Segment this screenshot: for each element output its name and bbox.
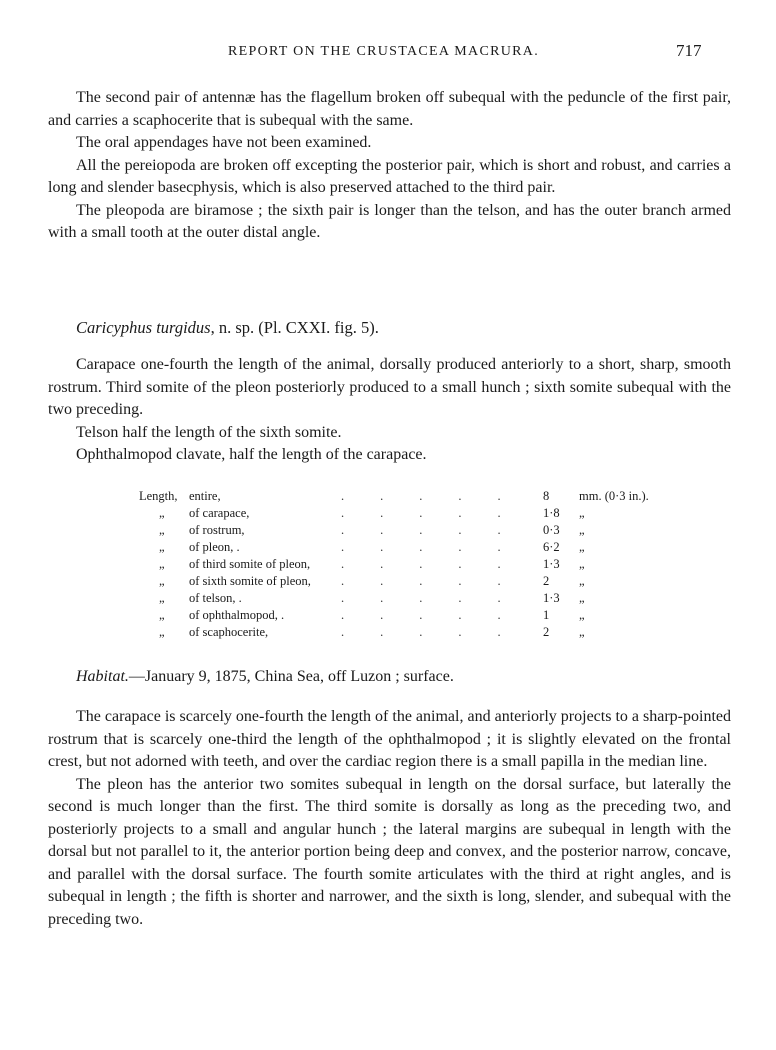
paragraph: Carapace one-fourth the length of the animal, dorsally produced anteriorly to a short, sharp, smooth rostrum. Third somite of the pleon posteriorly produced to a small hunch ; sixth somite subequal with the two preceding. — [48, 356, 731, 418]
habitat-text: —January 9, 1875, China Sea, off Luzon ; surface. — [128, 668, 454, 685]
page-header — [0, 41, 776, 66]
measurement-unit: „ — [579, 625, 585, 639]
leader-dots: ..... — [341, 523, 537, 537]
measurement-label: „ — [159, 557, 165, 571]
intro-section — [48, 87, 731, 245]
page-number: 717 — [676, 41, 702, 60]
measurement-item: of telson, . — [189, 591, 242, 605]
measurement-unit: „ — [579, 608, 585, 622]
measurement-label: „ — [159, 540, 165, 554]
paragraph: The carapace is scarcely one-fourth the length of the animal, and anteriorly projects to a sharp-pointed rostrum that is scarcely one-third the length of the ophthalmopod ; it is slightly elevated on the frontal crest, but not adorned with teeth, and over the cardiac region there is a small papilla in the median line. — [48, 708, 731, 770]
species-note: , n. sp. (Pl. CXXI. fig. 5). — [210, 318, 379, 337]
measurement-item: entire, — [189, 489, 221, 503]
measurement-value: 6·2 — [543, 540, 560, 554]
measurement-value: 2 — [543, 574, 550, 588]
measurement-item: of pleon, . — [189, 540, 240, 554]
measurement-unit: „ — [579, 557, 585, 571]
measurement-label: „ — [159, 523, 165, 537]
diagnosis-section — [48, 354, 731, 467]
paragraph: Ophthalmopod clavate, half the length of the carapace. — [76, 446, 427, 463]
measurement-value: 8 — [543, 489, 550, 503]
measurement-unit: mm. (0·3 in.). — [579, 489, 649, 503]
species-heading — [76, 318, 379, 338]
measurement-label: „ — [159, 625, 165, 639]
paragraph: The oral appendages have not been examined. — [76, 134, 372, 151]
leader-dots: ..... — [341, 506, 537, 520]
measurement-label: „ — [159, 506, 165, 520]
description-section — [48, 706, 731, 931]
paragraph: The pleopoda are biramose ; the sixth pair is longer than the telson, and has the outer branch armed with a small tooth at the outer distal angle. — [48, 201, 731, 241]
measurement-row — [139, 505, 649, 522]
habitat-line — [76, 668, 454, 686]
measurement-unit: „ — [579, 523, 585, 537]
leader-dots: ..... — [341, 574, 537, 588]
measurement-unit: „ — [579, 591, 585, 605]
measurement-row — [139, 522, 649, 539]
leader-dots: ..... — [341, 540, 537, 554]
measurement-label: „ — [159, 574, 165, 588]
measurement-value: 2 — [543, 625, 550, 639]
measurement-label: „ — [159, 591, 165, 605]
measurement-label: Length, — [139, 489, 178, 503]
measurement-item: of scaphocerite, — [189, 625, 269, 639]
leader-dots: ..... — [341, 625, 537, 639]
measurement-value: 1·3 — [543, 591, 560, 605]
measurement-item: of sixth somite of pleon, — [189, 574, 311, 588]
measurement-value: 1 — [543, 608, 550, 622]
paragraph: All the pereiopoda are broken off excepting the posterior pair, which is short and robust, and carries a long and slender basecphysis, which is also preserved attached to the third pair. — [48, 156, 731, 196]
measurement-item: of rostrum, — [189, 523, 245, 537]
measurement-unit: „ — [579, 540, 585, 554]
measurement-row — [139, 573, 649, 590]
measurements-table — [139, 488, 649, 641]
habitat-label: Habitat. — [76, 668, 129, 685]
paragraph: Telson half the length of the sixth somite. — [76, 423, 342, 441]
measurement-value: 1·8 — [543, 506, 560, 520]
leader-dots: ..... — [341, 591, 537, 605]
measurement-row — [139, 624, 649, 641]
measurement-row — [139, 556, 649, 573]
paragraph: The second pair of antennæ has the flagellum broken off subequal with the peduncle of the first pair, and carries a scaphocerite that is subequal with the same. — [48, 89, 731, 129]
measurement-item: of carapace, — [189, 506, 250, 520]
measurement-unit: „ — [579, 574, 585, 588]
measurement-value: 1·3 — [543, 557, 560, 571]
paragraph: The pleon has the anterior two somites subequal in length on the dorsal surface, but laterally the second is much longer than the first. The third somite is dorsally as long as the preceding two, and posteriorly projects to a small and angular hunch ; the lateral margins are subequal in length with the dorsal but not parallel to it, the anterior portion being deep and convex, and the posterior narrow, concave, and parallel with the dorsal surface. The fourth somite articulates with the third at right angles, and is subequal in length ; the fifth is shorter and narrower, and the sixth is long, slender, and subequal with the preceding two. — [48, 775, 731, 928]
running-title: REPORT ON THE CRUSTACEA MACRURA. — [228, 44, 539, 59]
species-name: Caricyphus turgidus — [76, 318, 211, 337]
measurement-row — [139, 607, 649, 624]
measurement-value: 0·3 — [543, 523, 560, 537]
measurement-label: „ — [159, 608, 165, 622]
measurement-row — [139, 488, 649, 505]
measurement-row — [139, 590, 649, 607]
leader-dots: ..... — [341, 489, 537, 503]
leader-dots: ..... — [341, 557, 537, 571]
leader-dots: ..... — [341, 608, 537, 622]
measurement-item: of third somite of pleon, — [189, 557, 311, 571]
measurement-unit: „ — [579, 506, 585, 520]
measurement-item: of ophthalmopod, . — [189, 608, 285, 622]
measurement-row — [139, 539, 649, 556]
